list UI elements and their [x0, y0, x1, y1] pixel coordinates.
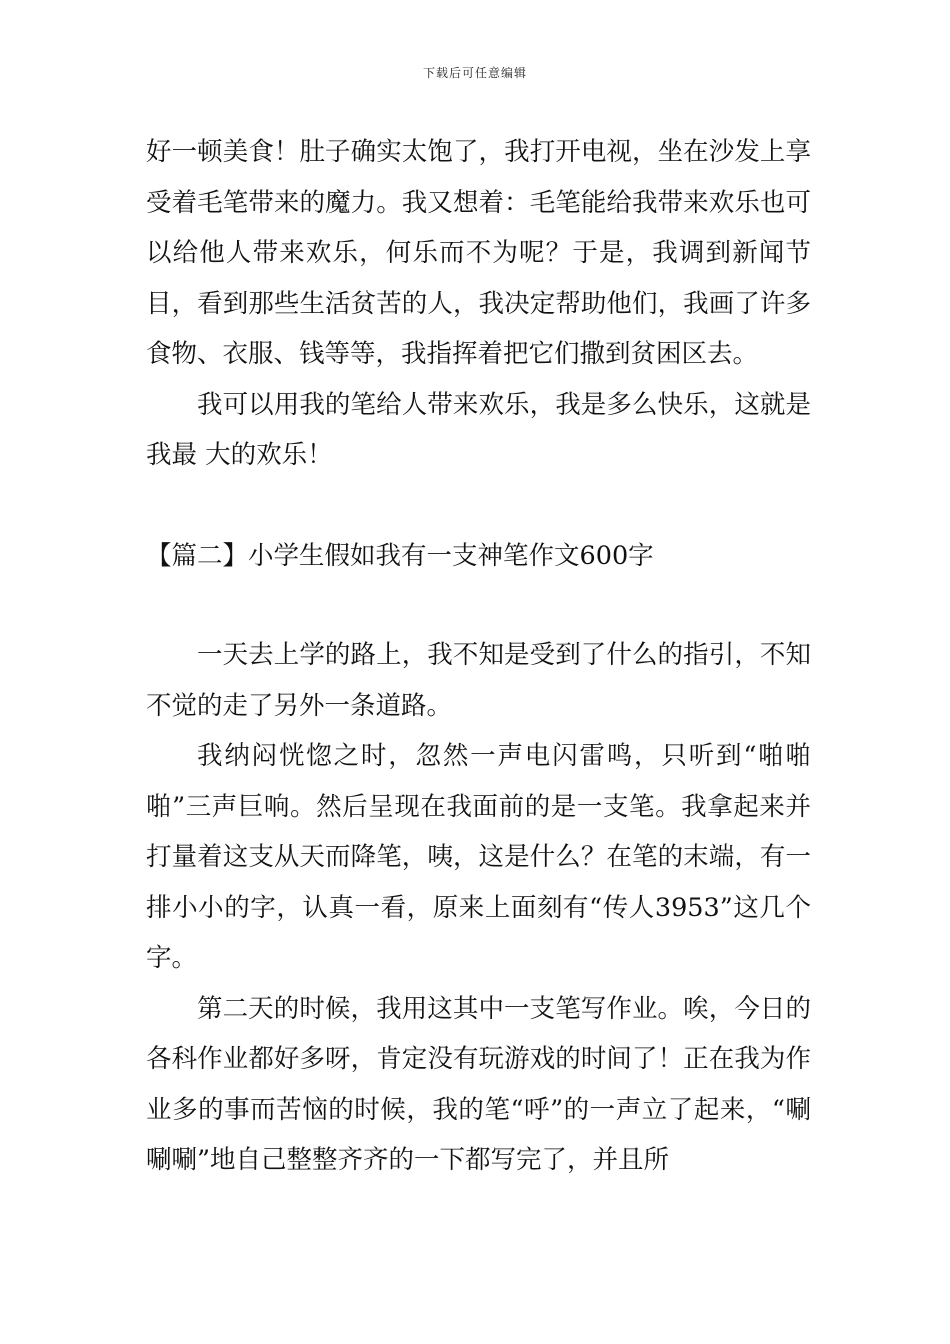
paragraph: 一天去上学的路上，我不知是受到了什么的指引，不知不觉的走了另外一条道路。 [146, 640, 811, 721]
paragraph: 好一顿美食！肚子确实太饱了，我打开电视，坐在沙发上享受着毛笔带来的魔力。我又想着：毛笔能给我带来欢乐也可以给他人带来欢乐，何乐而不为呢？于是，我调到新闻节目，看到那些生活贫苦的人，我决定帮助他们，我画了许多食物、衣服、钱等等，我指挥着把它们撒到贫困区去。 [146, 137, 811, 369]
section-title: 【篇二】小学生假如我有一支神笔作文600字 [146, 540, 654, 571]
page-header-note: 下载后可任意编辑 [422, 66, 527, 80]
document-body [146, 127, 811, 1186]
paragraph: 我可以用我的笔给人带来欢乐，我是多么快乐，这就是我最 大的欢乐！ [146, 389, 811, 470]
paragraph: 第二天的时候，我用这其中一支笔写作业。唉，今日的各科作业都好多呀，肯定没有玩游戏的时间了！正在我为作业多的事而苦恼的时候，我的笔“呼”的一声立了起来，“唰唰唰”地自己整整齐齐的一下都写完了，并且所 [146, 993, 811, 1175]
paragraph: 我纳闷恍惚之时，忽然一声电闪雷鸣，只听到“啪啪啪”三声巨响。然后呈现在我面前的是一支笔。我拿起来并打量着这支从天而降笔，咦，这是什么？在笔的末端，有一排小小的字，认真一看，原来上面刻有“传人3953”这几个字。 [146, 741, 811, 973]
